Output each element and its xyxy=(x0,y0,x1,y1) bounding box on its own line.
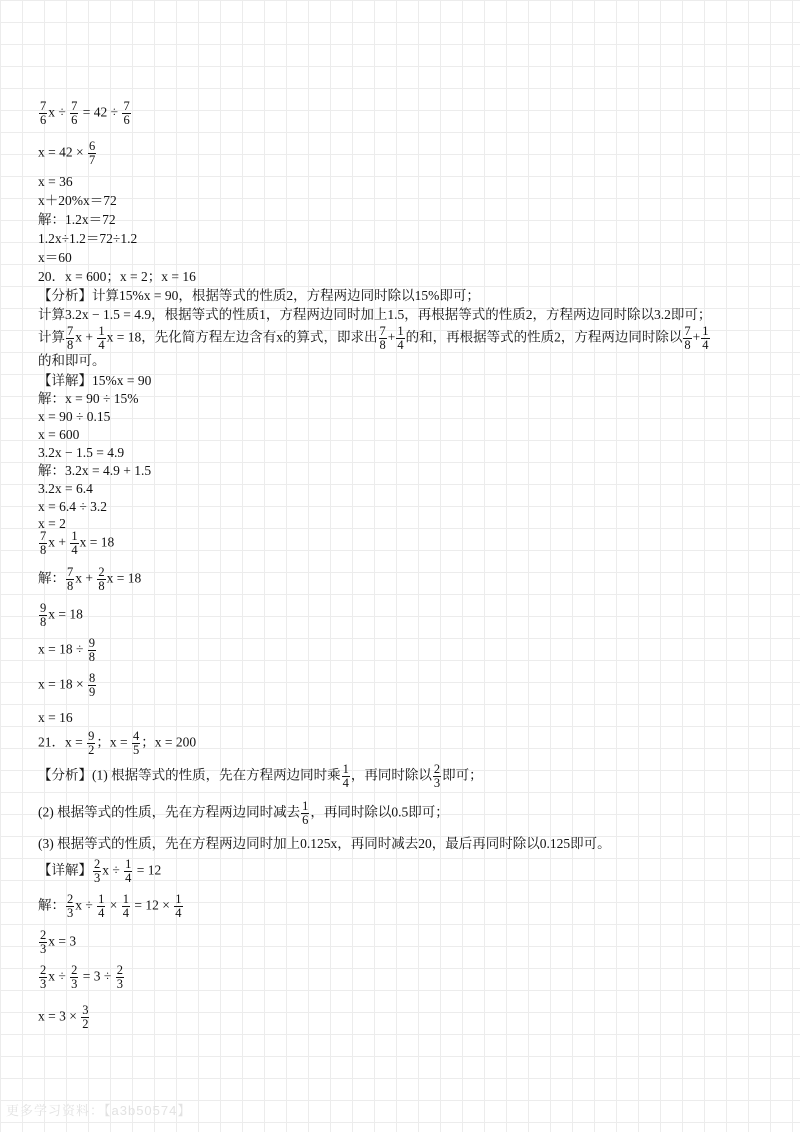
math-line xyxy=(38,763,483,790)
text-run: (3) 根据等式的性质，先在方程两边同时加上0.125x，再同时减去20，最后再同时除以0.125即可。 xyxy=(38,836,611,851)
text-run: x＝60 xyxy=(38,250,72,265)
fraction xyxy=(116,964,124,991)
text-run: = 3 ÷ xyxy=(79,968,115,984)
math-line xyxy=(38,463,151,479)
fraction-numerator: 2 xyxy=(40,963,47,977)
math-line xyxy=(38,566,141,593)
math-line xyxy=(38,445,124,461)
math-line xyxy=(38,893,184,920)
text-run: 解： xyxy=(38,570,65,586)
fraction xyxy=(97,566,105,593)
text-run: x ÷ xyxy=(48,104,70,120)
fraction-denominator: 3 xyxy=(94,871,101,885)
math-line xyxy=(38,964,125,991)
math-line xyxy=(38,637,97,664)
math-line xyxy=(38,730,196,757)
fraction-numerator: 1 xyxy=(302,799,309,813)
fraction-numerator: 7 xyxy=(40,529,47,543)
math-line xyxy=(38,481,93,497)
fraction-denominator: 3 xyxy=(71,977,78,991)
fraction xyxy=(39,530,47,557)
text-run: 即可； xyxy=(442,767,483,783)
text-run: ；x = xyxy=(96,734,131,750)
fraction xyxy=(39,964,47,991)
fraction-numerator: 7 xyxy=(67,324,74,338)
fraction-numerator: 7 xyxy=(684,324,691,338)
math-line xyxy=(38,391,139,407)
text-run: 计算3.2x − 1.5 = 4.9，根据等式的性质1，方程两边同时加上1.5，再根据等式的性质2，方程两边同时除以3.2即可； xyxy=(38,307,712,322)
text-run: x = 18 xyxy=(79,534,115,550)
text-run: x＋20%x＝72 xyxy=(38,193,117,208)
fraction-denominator: 5 xyxy=(133,743,140,757)
fraction-numerator: 2 xyxy=(67,892,74,906)
text-run: = 12 xyxy=(133,862,162,878)
fraction-denominator: 6 xyxy=(71,113,78,127)
fraction-numerator: 1 xyxy=(122,892,130,906)
text-run: 解：x = 90 ÷ 15% xyxy=(38,391,139,406)
text-run: + xyxy=(692,329,701,345)
fraction-numerator: 9 xyxy=(40,601,47,615)
text-run: x = 16 xyxy=(38,710,73,725)
text-run: x = 6.4 ÷ 3.2 xyxy=(38,499,108,514)
math-line xyxy=(38,140,97,167)
math-line xyxy=(38,373,151,389)
text-run: x = 36 xyxy=(38,174,73,189)
fraction-denominator: 2 xyxy=(82,1017,89,1031)
text-run: ，再同时除以 xyxy=(350,767,432,783)
fraction xyxy=(70,100,78,127)
fraction xyxy=(39,929,47,956)
fraction xyxy=(88,140,96,167)
fraction-denominator: 8 xyxy=(684,338,691,352)
fraction-denominator: 3 xyxy=(116,977,123,991)
fraction-numerator: 1 xyxy=(175,892,182,906)
math-line xyxy=(38,710,73,726)
fraction-numerator: 1 xyxy=(125,857,132,871)
fraction-denominator: 7 xyxy=(88,153,96,167)
text-run: x = 18 xyxy=(106,570,142,586)
text-run: x = 42 × xyxy=(38,144,87,160)
fraction-numerator: 2 xyxy=(98,565,105,579)
math-line xyxy=(38,193,117,209)
text-run: x + xyxy=(48,534,70,550)
fraction-denominator: 2 xyxy=(88,743,95,757)
fraction xyxy=(88,637,96,664)
fraction-numerator: 1 xyxy=(71,529,78,543)
fraction-denominator: 8 xyxy=(67,579,74,593)
text-run: x ÷ xyxy=(75,897,97,913)
text-run: 【详解】15%x = 90 xyxy=(38,373,152,388)
math-line xyxy=(38,307,711,323)
fraction-numerator: 7 xyxy=(40,99,47,113)
text-run: x = 18 ÷ xyxy=(38,641,87,657)
math-line xyxy=(38,409,110,425)
text-run: x ÷ xyxy=(102,862,124,878)
fraction-numerator: 2 xyxy=(40,928,47,942)
fraction xyxy=(122,893,130,920)
math-line xyxy=(38,325,711,352)
text-run: + xyxy=(387,329,396,345)
fraction-denominator: 4 xyxy=(702,338,709,352)
math-line xyxy=(38,602,83,629)
fraction xyxy=(70,530,78,557)
fraction xyxy=(81,1004,89,1031)
fraction-numerator: 1 xyxy=(98,324,105,338)
fraction xyxy=(124,858,132,885)
fraction xyxy=(433,763,441,790)
math-line xyxy=(38,231,137,247)
fraction xyxy=(39,100,47,127)
math-line xyxy=(38,530,114,557)
fraction-denominator: 6 xyxy=(123,113,130,127)
fraction-numerator: 1 xyxy=(702,324,709,338)
fraction-numerator: 7 xyxy=(67,565,74,579)
fraction-numerator: 8 xyxy=(88,671,96,685)
fraction-denominator: 4 xyxy=(122,906,130,920)
text-run: (2) 根据等式的性质，先在方程两边同时减去 xyxy=(38,804,301,820)
fraction-denominator: 4 xyxy=(98,906,105,920)
fraction-denominator: 8 xyxy=(379,338,386,352)
math-line xyxy=(38,353,106,369)
math-line xyxy=(38,100,132,127)
text-run: x = 18，先化简方程左边含有x的算式，即求出 xyxy=(106,329,378,345)
fraction xyxy=(122,100,130,127)
fraction-numerator: 7 xyxy=(379,324,386,338)
math-line xyxy=(38,174,73,190)
fraction xyxy=(66,893,74,920)
text-run: 20．x = 600；x = 2；x = 16 xyxy=(38,269,196,284)
fraction xyxy=(301,800,309,827)
fraction-denominator: 8 xyxy=(98,579,105,593)
math-line xyxy=(38,836,611,852)
fraction xyxy=(396,325,404,352)
text-run: 3.2x − 1.5 = 4.9 xyxy=(38,445,125,460)
fraction-numerator: 2 xyxy=(433,762,441,776)
fraction-numerator: 7 xyxy=(123,99,130,113)
text-run: x = 3 × xyxy=(38,1008,81,1024)
fraction-numerator: 2 xyxy=(94,857,101,871)
fraction-denominator: 4 xyxy=(342,776,349,790)
math-line xyxy=(38,672,97,699)
math-line xyxy=(38,212,116,228)
fraction-denominator: 4 xyxy=(71,543,78,557)
fraction-denominator: 4 xyxy=(125,871,132,885)
text-run: 解：3.2x = 4.9 + 1.5 xyxy=(38,463,152,478)
text-run: x = 18 × xyxy=(38,676,87,692)
math-line xyxy=(38,250,72,266)
math-line xyxy=(38,858,161,885)
text-run: 1.2x÷1.2＝72÷1.2 xyxy=(38,231,138,246)
fraction-denominator: 4 xyxy=(98,338,105,352)
text-run: = 12 × xyxy=(131,897,174,913)
text-run: 解： xyxy=(38,897,65,913)
fraction-denominator: 8 xyxy=(40,543,47,557)
text-run: 计算 xyxy=(38,329,65,345)
fraction-numerator: 6 xyxy=(88,139,96,153)
fraction xyxy=(70,964,78,991)
fraction xyxy=(174,893,182,920)
math-line xyxy=(38,929,76,956)
fraction-denominator: 8 xyxy=(88,650,96,664)
text-run: 的和，再根据等式的性质2，方程两边同时除以 xyxy=(405,329,683,345)
fraction-denominator: 3 xyxy=(40,942,47,956)
text-run: 【分析】(1) 根据等式的性质，先在方程两边同时乘 xyxy=(38,767,341,783)
fraction xyxy=(87,730,95,757)
fraction-denominator: 4 xyxy=(175,906,182,920)
fraction-denominator: 6 xyxy=(302,813,309,827)
math-line xyxy=(38,800,449,827)
text-run: 21．x = xyxy=(38,734,87,750)
fraction xyxy=(88,672,96,699)
fraction-numerator: 1 xyxy=(397,324,404,338)
fraction xyxy=(683,325,691,352)
fraction-denominator: 8 xyxy=(40,615,47,629)
fraction xyxy=(93,858,101,885)
text-run: x = 90 ÷ 0.15 xyxy=(38,409,111,424)
math-line xyxy=(38,427,79,443)
text-run: = 42 ÷ xyxy=(79,104,122,120)
math-line xyxy=(38,499,107,515)
fraction-numerator: 1 xyxy=(342,762,349,776)
fraction-denominator: 3 xyxy=(67,906,74,920)
fraction-numerator: 4 xyxy=(133,729,140,743)
text-run: 的和即可。 xyxy=(38,353,106,368)
text-run: 3.2x = 6.4 xyxy=(38,481,93,496)
footer-watermark: 更多学习资料：【a3b50574】 xyxy=(6,1103,192,1118)
text-run: x + xyxy=(75,570,97,586)
text-run: x = 18 xyxy=(48,606,83,622)
text-run: 解：1.2x＝72 xyxy=(38,212,116,227)
fraction xyxy=(342,763,350,790)
fraction-numerator: 9 xyxy=(88,729,95,743)
fraction xyxy=(132,730,140,757)
fraction xyxy=(66,325,74,352)
fraction-denominator: 4 xyxy=(397,338,404,352)
fraction-denominator: 9 xyxy=(88,685,96,699)
fraction xyxy=(97,893,105,920)
fraction-numerator: 9 xyxy=(88,636,96,650)
fraction-numerator: 7 xyxy=(71,99,78,113)
text-run: x + xyxy=(75,329,97,345)
fraction-denominator: 6 xyxy=(40,113,47,127)
fraction xyxy=(39,602,47,629)
text-run: 【分析】计算15%x = 90，根据等式的性质2，方程两边同时除以15%即可； xyxy=(38,288,480,303)
fraction xyxy=(379,325,387,352)
fraction-numerator: 1 xyxy=(98,892,105,906)
fraction-denominator: 3 xyxy=(433,776,441,790)
fraction-denominator: 3 xyxy=(40,977,47,991)
fraction-numerator: 2 xyxy=(116,963,123,977)
math-line xyxy=(38,1004,90,1031)
fraction-numerator: 3 xyxy=(82,1003,89,1017)
fraction-numerator: 2 xyxy=(71,963,78,977)
text-run: x = 2 xyxy=(38,516,66,531)
fraction xyxy=(97,325,105,352)
text-run: × xyxy=(106,897,121,913)
text-run: ，再同时除以0.5即可； xyxy=(310,804,449,820)
text-run: x = 600 xyxy=(38,427,80,442)
text-run: 【详解】 xyxy=(38,862,92,878)
math-line xyxy=(38,288,480,304)
fraction-denominator: 8 xyxy=(67,338,74,352)
text-run: x ÷ xyxy=(48,968,70,984)
math-line xyxy=(38,269,196,285)
text-run: x = 3 xyxy=(48,933,77,949)
text-run: ；x = 200 xyxy=(141,734,197,750)
fraction xyxy=(66,566,74,593)
fraction xyxy=(701,325,709,352)
